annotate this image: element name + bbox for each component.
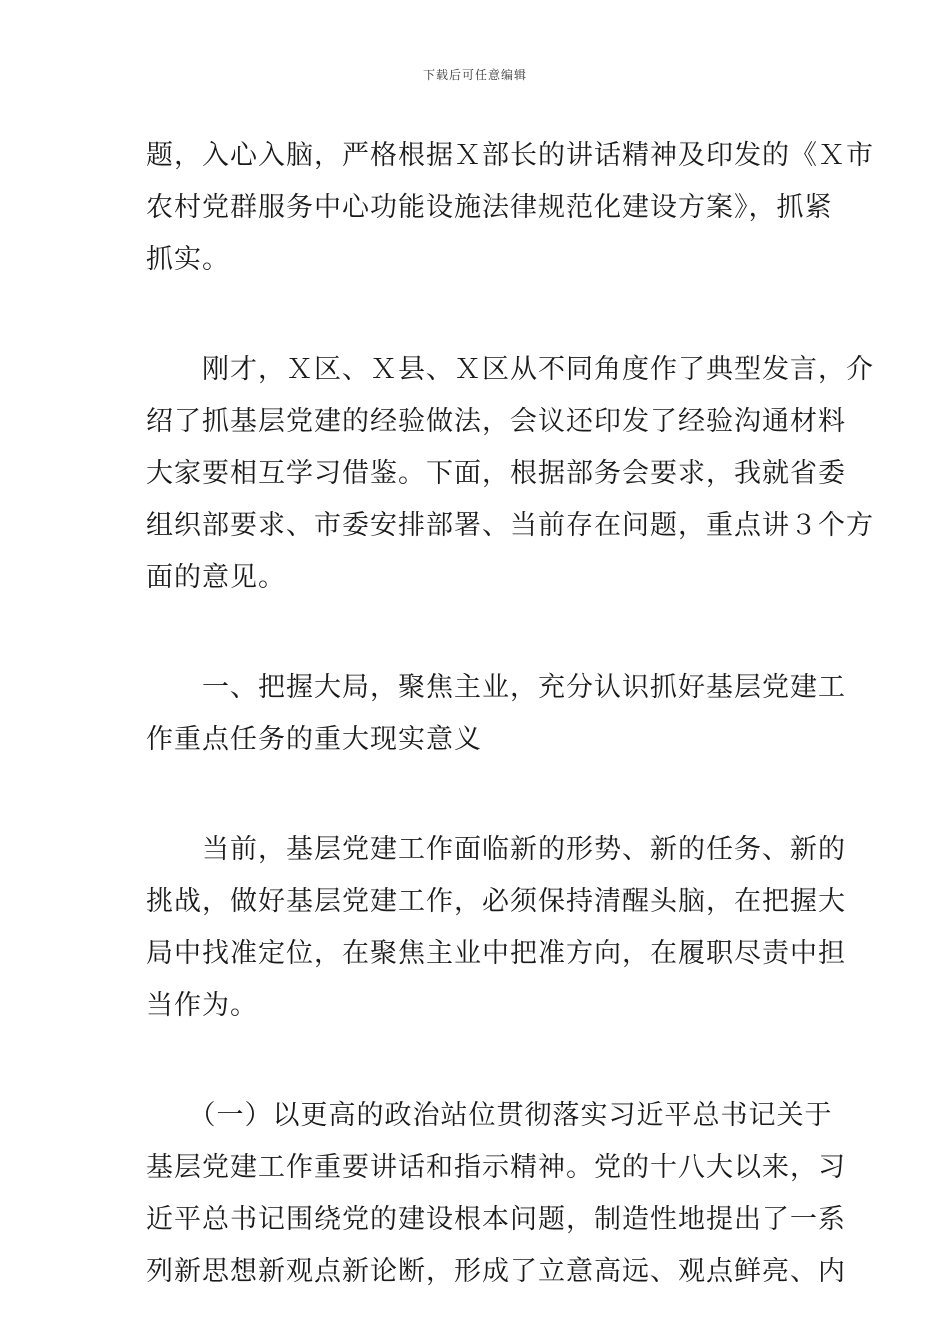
text-line: 面的意见。 bbox=[146, 562, 286, 593]
text-line: 组织部要求、市委安排部署、当前存在问题，重点讲３个方 bbox=[146, 510, 874, 541]
text-line: 农村党群服务中心功能设施法律规范化建设方案》，抓紧 bbox=[146, 192, 833, 223]
text-line: 刚才，Ｘ区、Ｘ县、Ｘ区从不同角度作了典型发言，介 bbox=[146, 354, 874, 385]
paragraph-3 bbox=[146, 824, 846, 1032]
paragraph-2 bbox=[146, 344, 874, 604]
paragraph-gap bbox=[146, 1032, 806, 1090]
paragraph-gap bbox=[146, 766, 806, 824]
text-line: 列新思想新观点新论断，形成了立意高远、观点鲜亮、内 bbox=[146, 1256, 846, 1287]
text-line: 一、把握大局，聚焦主业，充分认识抓好基层党建工 bbox=[146, 672, 846, 703]
text-line: 基层党建工作重要讲话和指示精神。党的十八大以来，习 bbox=[146, 1152, 846, 1183]
paragraph-4 bbox=[146, 1090, 846, 1298]
text-line: 近平总书记围绕党的建设根本问题，制造性地提出了一系 bbox=[146, 1204, 846, 1235]
text-line: （一）以更高的政治站位贯彻落实习近平总书记关于 bbox=[146, 1100, 833, 1131]
document-body bbox=[146, 130, 874, 1298]
page-header-note: 下载后可任意编辑 bbox=[422, 68, 527, 82]
text-line: 挑战，做好基层党建工作，必须保持清醒头脑，在把握大 bbox=[146, 886, 846, 917]
text-line: 绍了抓基层党建的经验做法，会议还印发了经验沟通材料 bbox=[146, 406, 846, 437]
paragraph-gap bbox=[146, 286, 806, 344]
text-line: 题，入心入脑，严格根据Ｘ部长的讲话精神及印发的《Ｘ市 bbox=[146, 140, 874, 171]
text-line: 大家要相互学习借鉴。下面，根据部务会要求，我就省委 bbox=[146, 458, 846, 489]
section-heading-1 bbox=[146, 662, 846, 766]
text-line: 抓实。 bbox=[146, 244, 230, 275]
text-line: 当作为。 bbox=[146, 990, 258, 1021]
text-line: 局中找准定位，在聚焦主业中把准方向，在履职尽责中担 bbox=[146, 938, 846, 969]
paragraph-gap bbox=[146, 604, 806, 662]
paragraph-1 bbox=[146, 130, 874, 286]
text-line: 当前，基层党建工作面临新的形势、新的任务、新的 bbox=[146, 834, 846, 865]
text-line: 作重点任务的重大现实意义 bbox=[146, 724, 482, 755]
